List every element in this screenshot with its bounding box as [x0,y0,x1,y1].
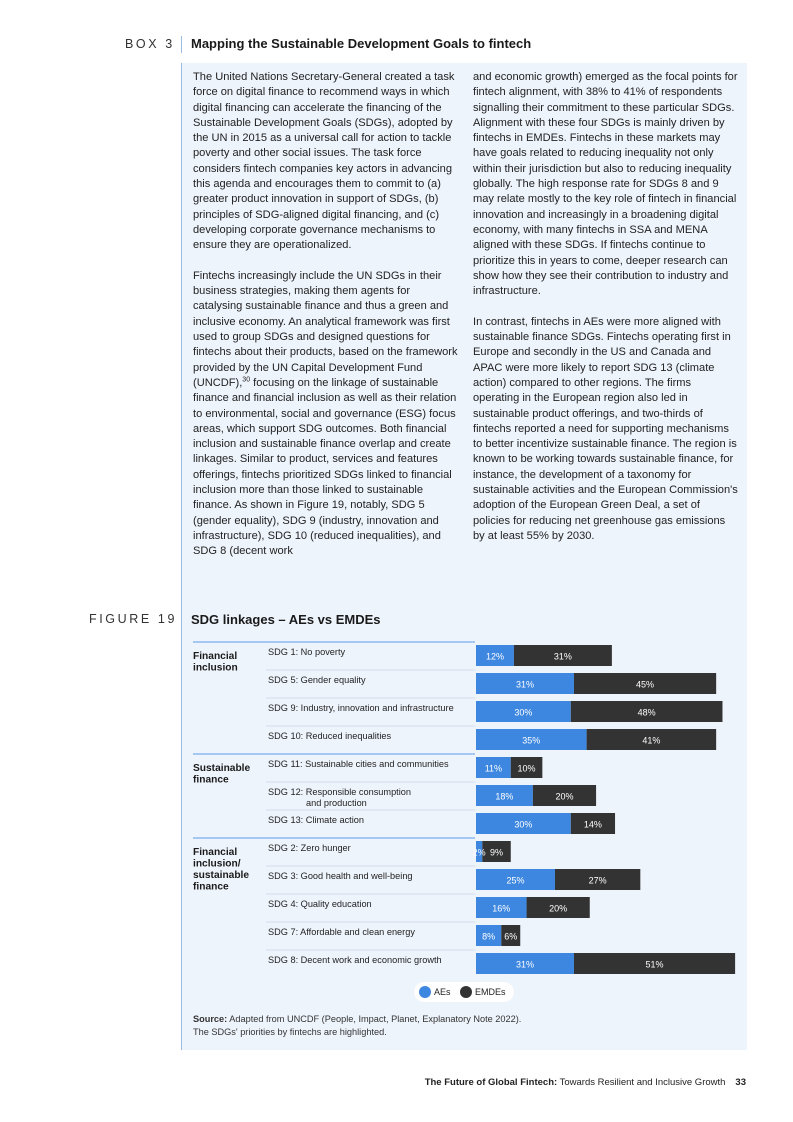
bar-label-aes: 16% [492,903,511,914]
bar-label-aes: 30% [514,707,533,718]
box-title: Mapping the Sustainable Development Goals to fintech [191,36,532,51]
category-label: SDG 8: Decent work and economic growth [268,955,442,965]
bar-label-aes: 11% [484,763,503,774]
bar-label-emdes: 10% [517,763,536,774]
paragraph: The United Nations Secretary-General created a task force on digital finance to recommend ways in which digital financing can accelerate the financing of the Sustainable Development Goals (SDGs), adopted by the UN in 2015 as a universal call for action to tackle poverty and other social issues. The task force considers fintech companies key actors in advancing this agenda and encourages them to commit to (a) greater product innovation in support of SDGs, (b) principles of SDG-aligned digital financing, and (c) developing corporate governance mechanisms to ensure they are operationalized. [193,71,455,252]
bar-label-aes: 2% [472,847,486,858]
bar-label-emdes: 45% [636,679,655,690]
bar-label-aes: 31% [515,679,534,690]
page-footer [425,1077,746,1088]
figure-label: FIGURE 19 [89,612,177,626]
bar-label-emdes: 9% [490,847,504,858]
bar-label-emdes: 48% [637,707,656,718]
page-number: 33 [735,1077,746,1088]
paragraph: and economic growth) emerged as the focal points for fintech alignment, with 38% to 41% of respondents signalling their commitment to these particular SDGs. Alignment with these four SDGs is mainly driven by fintechs in EMDEs. Fintechs in these markets may have goals related to reducing inequality not only within their jurisdiction but also to reducing inequality globally. The high response rate for SDGs 8 and 9 may relate mostly to the key role of fintech in financial innovation and increasingly in a broadening digital economy, with many fintechs in SSA and MENA aligned with these SDGs. If fintechs continue to prioritize this in years to come, deeper research can show how they see their contribution to industry and infrastructure. [473,71,738,298]
footer-title-bold: The Future of Global Fintech: [424,1077,558,1088]
legend-label-emdes: EMDEs [475,987,506,997]
box-label: BOX 3 [125,37,175,51]
bar-label-aes: 31% [515,959,534,970]
source-label: Source: [193,1014,228,1024]
paragraph: In contrast, fintechs in AEs were more aligned with sustainable finance SDGs. Fintechs operating first in Europe and secondly in the US and Canada and APAC were more likely to report SDG 13 (climate action) compared to other regions. The firms operating in the European region also led in sustainable product offerings, and two-thirds of fintechs reported a need for supporting mechanisms to better incentivize sustainable finance. The region is known to be working towards sustainable finance, for instance, the development of a taxonomy for sustainable activities and the European Commission's adoption of the European Green Deal, a set of policies for reducing net greenhouse gas emissions by at least 55% by 2030. [473,315,738,542]
bar-label-emdes: 51% [645,959,664,970]
category-label: SDG 10: Reduced inequalities [268,731,392,741]
category-label: SDG 5: Gender equality [268,675,366,685]
category-label: SDG 4: Quality education [268,899,372,909]
category-label: SDG 11: Sustainable cities and communities [268,759,449,769]
bar-label-aes: 18% [495,791,514,802]
bar-label-aes: 12% [485,651,504,662]
bar-label-aes: 8% [482,931,496,942]
source-text: Adapted from UNCDF (People, Impact, Planet, Explanatory Note 2022). [227,1014,522,1024]
legend-swatch-aes [419,986,431,998]
category-label: SDG 1: No poverty [268,647,346,657]
footer-title-rest: Towards Resilient and Inclusive Growth [557,1077,726,1088]
bar-label-aes: 35% [522,735,541,746]
bar-label-emdes: 6% [504,931,518,942]
category-label: SDG 7: Affordable and clean energy [268,927,415,937]
paragraph-text: focusing on the linkage of sustainable finance and financial inclusion as well as their relation to environmental, social and governance (ESG) focus areas, which support SDG outcomes. Both financial inclusion and sustainable finance overlap and create linkages. Similar to product, services and features offerings, fintechs prioritized SDGs linked to financial inclusion more than those linked to sustainable finance. As shown in Figure 19, notably, SDG 5 (gender equality), SDG 9 (industry, innovation and infrastructure), SDG 10 (reduced inequalities), and SDG 8 (decent work [193,376,457,558]
chart-legend [414,982,514,1002]
legend-swatch-emdes [460,986,472,998]
bar-label-emdes: 27% [588,875,607,886]
bar-label-emdes: 31% [553,651,572,662]
figure-note: The SDGs' priorities by fintechs are highlighted. [193,1027,387,1037]
figure-title: SDG linkages – AEs vs EMDEs [191,612,381,627]
category-label: SDG 12: Responsible consumption and production [268,787,411,808]
bar-label-emdes: 20% [555,791,574,802]
category-label: SDG 2: Zero hunger [268,843,351,853]
group-label: Financial inclusion/ sustainable finance [193,847,250,893]
bar-label-aes: 30% [514,819,533,830]
paragraph-text: Fintechs increasingly include the UN SDGs in their business strategies, making them agents for catalysing sustainable finance and thus a green and inclusive economy. An analytical framework was first used to group SDGs and designed questions for fintechs about their products, based on the framework provided by the UN Capital Development Fund (UNCDF), [193,269,458,389]
footnote-ref[interactable]: 30 [242,376,251,384]
category-label: SDG 3: Good health and well-being [268,871,413,881]
group-label: Sustainable finance [193,763,251,786]
category-label: SDG 13: Climate action [268,815,364,825]
bar-label-emdes: 41% [642,735,661,746]
legend-label-aes: AEs [434,987,451,997]
bar-label-emdes: 20% [549,903,568,914]
figure-source [193,1013,733,1039]
group-label: Financial inclusion [193,651,238,674]
bar-label-emdes: 14% [583,819,602,830]
bar-label-aes: 25% [506,875,525,886]
category-label: SDG 9: Industry, innovation and infrastructure [268,703,454,713]
